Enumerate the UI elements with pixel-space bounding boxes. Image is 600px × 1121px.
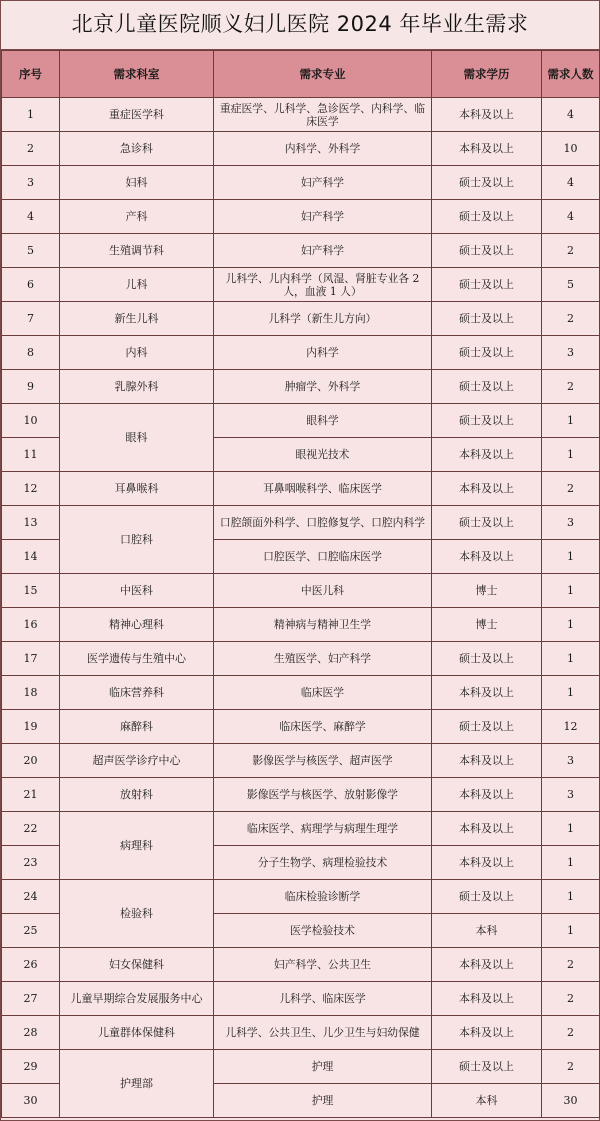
education-cell: 硕士及以上 xyxy=(432,404,542,438)
education-cell: 本科及以上 xyxy=(432,540,542,574)
row-number: 5 xyxy=(2,234,60,268)
education-cell: 博士 xyxy=(432,608,542,642)
education-cell: 本科及以上 xyxy=(432,472,542,506)
row-number: 28 xyxy=(2,1016,60,1050)
specialty-cell: 临床医学 xyxy=(214,676,432,710)
table-row xyxy=(2,268,600,302)
department-cell: 检验科 xyxy=(60,880,214,948)
table-row xyxy=(2,948,600,982)
specialty-cell: 眼视光技术 xyxy=(214,438,432,472)
specialty-cell: 妇产科学 xyxy=(214,200,432,234)
department-cell: 急诊科 xyxy=(60,132,214,166)
education-cell: 本科及以上 xyxy=(432,812,542,846)
row-number: 22 xyxy=(2,812,60,846)
specialty-cell: 内科学、外科学 xyxy=(214,132,432,166)
department-cell: 新生儿科 xyxy=(60,302,214,336)
table-row xyxy=(2,1050,600,1084)
table-row xyxy=(2,234,600,268)
count-cell: 5 xyxy=(542,268,600,302)
table-row xyxy=(2,710,600,744)
table-row xyxy=(2,608,600,642)
department-cell: 生殖调节科 xyxy=(60,234,214,268)
count-cell: 30 xyxy=(542,1084,600,1118)
table-row xyxy=(2,1016,600,1050)
department-cell: 放射科 xyxy=(60,778,214,812)
count-cell: 2 xyxy=(542,302,600,336)
count-cell: 1 xyxy=(542,812,600,846)
specialty-cell: 妇产科学 xyxy=(214,234,432,268)
specialty-cell: 儿科学（新生儿方向） xyxy=(214,302,432,336)
table-row xyxy=(2,778,600,812)
count-cell: 2 xyxy=(542,1016,600,1050)
count-cell: 4 xyxy=(542,200,600,234)
table-row xyxy=(2,166,600,200)
specialty-cell: 影像医学与核医学、放射影像学 xyxy=(214,778,432,812)
specialty-cell: 医学检验技术 xyxy=(214,914,432,948)
specialty-cell: 妇产科学、公共卫生 xyxy=(214,948,432,982)
education-cell: 硕士及以上 xyxy=(432,234,542,268)
header-dept: 需求科室 xyxy=(60,51,214,98)
education-cell: 本科及以上 xyxy=(432,778,542,812)
department-cell: 耳鼻喉科 xyxy=(60,472,214,506)
specialty-cell: 重症医学、儿科学、急诊医学、内科学、临床医学 xyxy=(214,98,432,132)
specialty-cell: 临床医学、病理学与病理生理学 xyxy=(214,812,432,846)
row-number: 2 xyxy=(2,132,60,166)
count-cell: 2 xyxy=(542,370,600,404)
specialty-cell: 中医儿科 xyxy=(214,574,432,608)
department-cell: 麻醉科 xyxy=(60,710,214,744)
specialty-cell: 护理 xyxy=(214,1084,432,1118)
count-cell: 3 xyxy=(542,778,600,812)
header-spec: 需求专业 xyxy=(214,51,432,98)
education-cell: 硕士及以上 xyxy=(432,336,542,370)
header-edu: 需求学历 xyxy=(432,51,542,98)
education-cell: 本科及以上 xyxy=(432,1016,542,1050)
table-row xyxy=(2,98,600,132)
count-cell: 3 xyxy=(542,744,600,778)
row-number: 29 xyxy=(2,1050,60,1084)
table-row xyxy=(2,812,600,846)
table-row xyxy=(2,642,600,676)
department-cell: 临床营养科 xyxy=(60,676,214,710)
row-number: 17 xyxy=(2,642,60,676)
specialty-cell: 护理 xyxy=(214,1050,432,1084)
count-cell: 1 xyxy=(542,540,600,574)
education-cell: 硕士及以上 xyxy=(432,268,542,302)
table-row xyxy=(2,506,600,540)
count-cell: 1 xyxy=(542,404,600,438)
count-cell: 10 xyxy=(542,132,600,166)
education-cell: 硕士及以上 xyxy=(432,1050,542,1084)
education-cell: 硕士及以上 xyxy=(432,880,542,914)
specialty-cell: 生殖医学、妇产科学 xyxy=(214,642,432,676)
count-cell: 2 xyxy=(542,234,600,268)
count-cell: 1 xyxy=(542,438,600,472)
row-number: 16 xyxy=(2,608,60,642)
row-number: 12 xyxy=(2,472,60,506)
row-number: 26 xyxy=(2,948,60,982)
education-cell: 硕士及以上 xyxy=(432,166,542,200)
department-cell: 病理科 xyxy=(60,812,214,880)
specialty-cell: 儿科学、临床医学 xyxy=(214,982,432,1016)
count-cell: 2 xyxy=(542,1050,600,1084)
table-row xyxy=(2,336,600,370)
table-row xyxy=(2,404,600,438)
specialty-cell: 分子生物学、病理检验技术 xyxy=(214,846,432,880)
count-cell: 3 xyxy=(542,506,600,540)
specialty-cell: 肿瘤学、外科学 xyxy=(214,370,432,404)
education-cell: 本科 xyxy=(432,914,542,948)
table-row xyxy=(2,982,600,1016)
row-number: 13 xyxy=(2,506,60,540)
count-cell: 1 xyxy=(542,608,600,642)
education-cell: 本科及以上 xyxy=(432,846,542,880)
education-cell: 博士 xyxy=(432,574,542,608)
department-cell: 口腔科 xyxy=(60,506,214,574)
count-cell: 4 xyxy=(542,98,600,132)
table-row xyxy=(2,472,600,506)
header-num: 需求人数 xyxy=(542,51,600,98)
education-cell: 本科及以上 xyxy=(432,98,542,132)
table-row xyxy=(2,574,600,608)
header-row xyxy=(2,51,600,98)
department-cell: 产科 xyxy=(60,200,214,234)
department-cell: 护理部 xyxy=(60,1050,214,1118)
row-number: 27 xyxy=(2,982,60,1016)
row-number: 1 xyxy=(2,98,60,132)
education-cell: 本科及以上 xyxy=(432,676,542,710)
education-cell: 硕士及以上 xyxy=(432,642,542,676)
department-cell: 眼科 xyxy=(60,404,214,472)
specialty-cell: 影像医学与核医学、超声医学 xyxy=(214,744,432,778)
education-cell: 硕士及以上 xyxy=(432,506,542,540)
table-row xyxy=(2,370,600,404)
row-number: 3 xyxy=(2,166,60,200)
department-cell: 儿童群体保健科 xyxy=(60,1016,214,1050)
education-cell: 本科及以上 xyxy=(432,744,542,778)
row-number: 25 xyxy=(2,914,60,948)
specialty-cell: 儿科学、儿内科学（风湿、肾脏专业各 2 人，血液 1 人） xyxy=(214,268,432,302)
specialty-cell: 口腔颌面外科学、口腔修复学、口腔内科学 xyxy=(214,506,432,540)
department-cell: 医学遗传与生殖中心 xyxy=(60,642,214,676)
department-cell: 妇女保健科 xyxy=(60,948,214,982)
count-cell: 3 xyxy=(542,336,600,370)
row-number: 23 xyxy=(2,846,60,880)
education-cell: 本科及以上 xyxy=(432,132,542,166)
table-row xyxy=(2,676,600,710)
count-cell: 4 xyxy=(542,166,600,200)
department-cell: 儿科 xyxy=(60,268,214,302)
department-cell: 妇科 xyxy=(60,166,214,200)
row-number: 24 xyxy=(2,880,60,914)
specialty-cell: 耳鼻咽喉科学、临床医学 xyxy=(214,472,432,506)
count-cell: 12 xyxy=(542,710,600,744)
department-cell: 儿童早期综合发展服务中心 xyxy=(60,982,214,1016)
department-cell: 中医科 xyxy=(60,574,214,608)
row-number: 4 xyxy=(2,200,60,234)
specialty-cell: 内科学 xyxy=(214,336,432,370)
education-cell: 本科及以上 xyxy=(432,948,542,982)
table-row xyxy=(2,744,600,778)
specialty-cell: 眼科学 xyxy=(214,404,432,438)
department-cell: 内科 xyxy=(60,336,214,370)
row-number: 19 xyxy=(2,710,60,744)
document-title: 北京儿童医院顺义妇儿医院 2024 年毕业生需求 xyxy=(1,1,599,50)
specialty-cell: 临床医学、麻醉学 xyxy=(214,710,432,744)
count-cell: 1 xyxy=(542,642,600,676)
table-body xyxy=(2,98,600,1118)
count-cell: 1 xyxy=(542,846,600,880)
education-cell: 本科及以上 xyxy=(432,438,542,472)
row-number: 8 xyxy=(2,336,60,370)
department-cell: 超声医学诊疗中心 xyxy=(60,744,214,778)
education-cell: 硕士及以上 xyxy=(432,302,542,336)
row-number: 14 xyxy=(2,540,60,574)
education-cell: 本科及以上 xyxy=(432,982,542,1016)
department-cell: 精神心理科 xyxy=(60,608,214,642)
specialty-cell: 妇产科学 xyxy=(214,166,432,200)
count-cell: 2 xyxy=(542,982,600,1016)
education-cell: 硕士及以上 xyxy=(432,200,542,234)
education-cell: 硕士及以上 xyxy=(432,370,542,404)
row-number: 11 xyxy=(2,438,60,472)
department-cell: 乳腺外科 xyxy=(60,370,214,404)
row-number: 9 xyxy=(2,370,60,404)
specialty-cell: 口腔医学、口腔临床医学 xyxy=(214,540,432,574)
row-number: 20 xyxy=(2,744,60,778)
row-number: 30 xyxy=(2,1084,60,1118)
department-cell: 重症医学科 xyxy=(60,98,214,132)
count-cell: 1 xyxy=(542,676,600,710)
header-no: 序号 xyxy=(2,51,60,98)
table-row xyxy=(2,302,600,336)
education-cell: 硕士及以上 xyxy=(432,710,542,744)
row-number: 15 xyxy=(2,574,60,608)
row-number: 21 xyxy=(2,778,60,812)
table-row xyxy=(2,200,600,234)
count-cell: 1 xyxy=(542,574,600,608)
row-number: 18 xyxy=(2,676,60,710)
education-cell: 本科 xyxy=(432,1084,542,1118)
specialty-cell: 临床检验诊断学 xyxy=(214,880,432,914)
count-cell: 1 xyxy=(542,880,600,914)
table-row xyxy=(2,880,600,914)
row-number: 7 xyxy=(2,302,60,336)
table-row xyxy=(2,132,600,166)
count-cell: 1 xyxy=(542,914,600,948)
count-cell: 2 xyxy=(542,472,600,506)
row-number: 10 xyxy=(2,404,60,438)
count-cell: 2 xyxy=(542,948,600,982)
specialty-cell: 儿科学、公共卫生、儿少卫生与妇幼保健 xyxy=(214,1016,432,1050)
requirements-table xyxy=(1,50,600,1118)
row-number: 6 xyxy=(2,268,60,302)
specialty-cell: 精神病与精神卫生学 xyxy=(214,608,432,642)
